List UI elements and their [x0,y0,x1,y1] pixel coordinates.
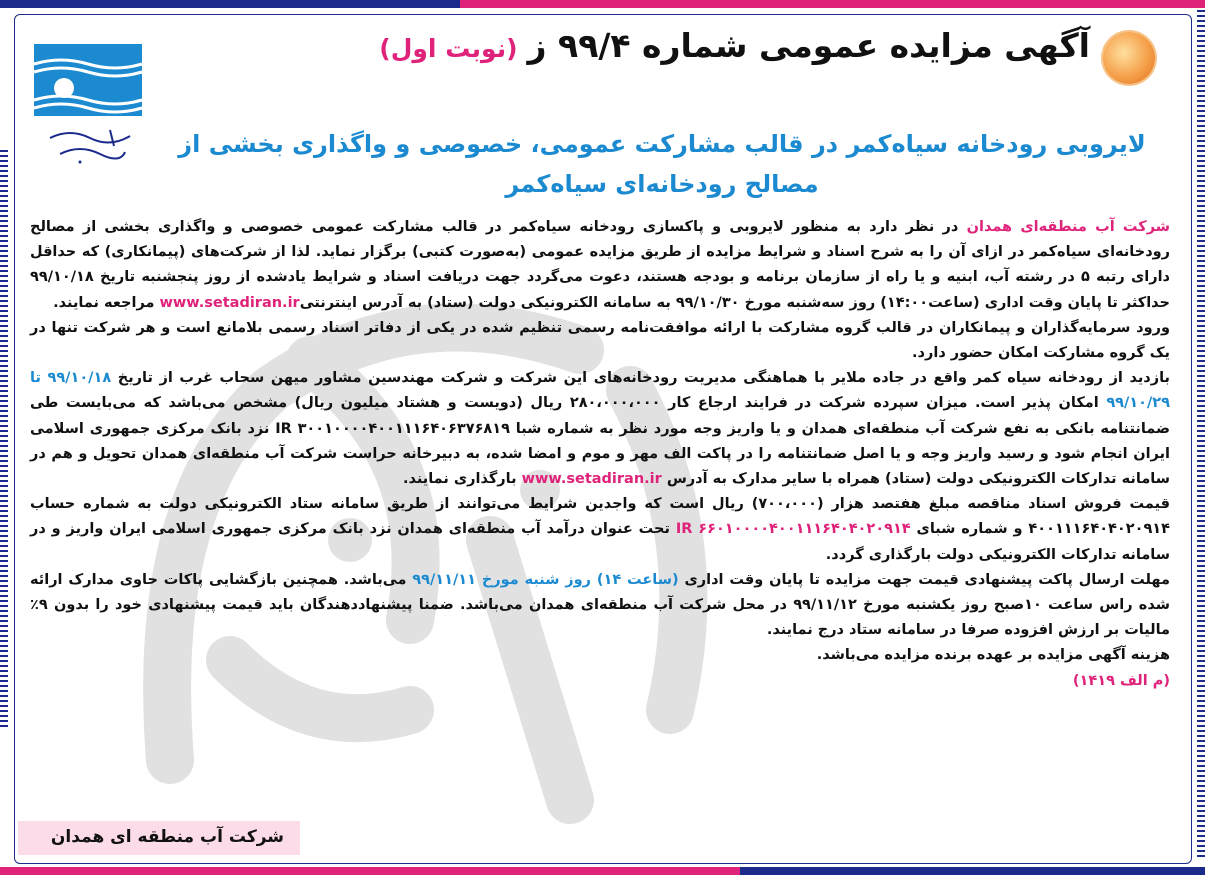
sheba-number: IR ۶۶۰۱۰۰۰۰۴۰۰۱۱۱۶۴۰۴۰۲۰۹۱۴ [675,521,911,538]
top-border-blue [0,0,460,8]
left-stripe-decoration [0,150,8,730]
footer-company-label: شرکت آب منطقه ای همدان [50,827,284,847]
paragraph-invitation [30,215,1170,316]
setad-url-link-2[interactable]: www.setadiran.ir [521,471,662,488]
visit-text: بازدید از رودخانه سیاه کمر واقع در جاده ملایر با هماهنگی مدیریت رودخانه‌های این شرکت و شرکت مهندسین مشاور میهن سحاب غرب از تاریخ [111,370,1170,387]
notice-headline [379,26,1090,65]
bottom-border-pink [0,867,740,875]
footer-signature-box [18,821,300,855]
notice-subtitle: لایروبی رودخانه سیاه‌کمر در قالب مشارکت عمومی، خصوصی و واگذاری بخشی از مصالح رودخانه‌ای سیاه‌کمر [178,130,1146,198]
headline-round: (نوبت اول) [379,34,518,63]
logo-script-signature [40,124,140,166]
right-stripe-decoration [1197,10,1205,860]
deposit-text: امکان پذیر است. میزان سپرده شرکت در فرایند ارجاع کار ۲۸۰،۰۰۰،۰۰۰ ریال (دویست و هشتاد میلیون ریال) مشخص می‌باشد که می‌بایست طی ضمانتنامه بانکی به نفع شرکت آب منطقه‌ای همدان و یا واریز وجه مورد نظر به شماره شبا IR ۳۰۰۱۰۰۰۰۴۰۰۱۱۱۶۴۰۶۳۷۶۸۱۹ نزد بانک مرکزی جمهوری اسلامی ایران انجام شود و رسید واریز وجه و یا اصل ضمانتنامه را در پاکت الف مهر و موم و امضا شده، به دبیرخانه حراست شرکت آب منطقه‌ای همدان تحویل و هم در سامانه تدارکات الکترونیکی دولت (ستاد) همراه با سایر مدارک به آدرس [30,395,1171,488]
deadline-date: (ساعت ۱۴) روز شنبه مورخ ۹۹/۱۱/۱۱ [412,571,679,588]
price-text: قیمت فروش اسناد مناقصه مبلغ هفتصد هزار (۷۰۰،۰۰۰) ریال است که واجدین شرایط می‌توانند از طریق سامانه ستاد الکترونیکی دولت به شماره حساب ۴۰۰۱۱۱۶۴۰۴۰۲۰۹۱۴ و شماره شبای [30,496,1171,538]
notice-code: (م الف ۱۴۱۹) [1072,672,1170,689]
paragraph-cost: هزینه آگهی مزایده بر عهده برنده مزایده می‌باشد. [816,647,1170,664]
paragraph-visit-deposit [30,366,1170,492]
price-end: تحت عنوان درآمد آب منطقه‌ای همدان نزد بانک مرکزی جمهوری اسلامی ایران واریز و در سامانه تدارکات الکترونیکی دولت بارگذاری گردد. [30,521,1170,563]
headline-title: آگهی مزایده عمومی شماره ۹۹/۴ ز [527,26,1090,65]
notice-body [30,215,1170,694]
company-name: شرکت آب منطقه‌ای همدان [966,219,1170,235]
visit-dates: ۹۹/۱۰/۱۸ تا ۹۹/۱۰/۲۹ [30,370,1171,412]
paragraph-document-price [30,492,1170,568]
deposit-end: بارگذاری نمایند. [402,471,522,488]
bottom-border-blue [740,867,1205,875]
setad-url-link[interactable]: www.setadiran.ir [159,294,300,311]
invitation-end: مراجعه نمایند. [53,294,160,311]
paragraph-partnership: ورود سرمایه‌گذاران و پیمانکاران در قالب گروه مشارکت با ارائه موافقت‌نامه رسمی تنظیم شده در یکی از دفاتر اسناد رسمی بلامانع است و هر شرکت تنها در یک گروه مشارکت امکان حضور دارد. [30,319,1170,362]
top-border-pink [460,0,1205,8]
deadline-text: مهلت ارسال پاکت پیشنهادی قیمت جهت مزایده تا پایان وقت اداری [678,571,1170,588]
deadline-end: می‌باشد. همچنین بازگشایی پاکات حاوی مدارک ارائه شده راس ساعت ۱۰صبح روز یکشنبه مورخ ۹۹/۱۱/۱۲ در محل شرکت آب منطقه‌ای همدان می‌باشد. ضمنا پیشنهاددهندگان باید قیمت پیشنهادی خود را بدون ۹٪ مالیات بر ارزش افزوده صرفا در سامانه ستاد درج نمایند. [30,571,1171,639]
paragraph-deadline [30,568,1170,644]
title-bullet-icon [1103,32,1155,84]
invitation-text: در نظر دارد به منظور لایروبی و پاکسازی رودخانه سیاه‌کمر در قالب مشارکت عمومی خصوصی و واگذاری بخشی از مصالح رودخانه‌ای سیاه‌کمر در ازای آن را به شرح اسناد و شرایط مزایده از طریق مزایده عمومی (به‌صورت کتبی) برگزار نماید. لذا از شرکت‌های (پیمانکاری) که حداقل دارای رتبه ۵ در رشته آب، ابنیه و یا راه از سازمان برنامه و بودجه هستند، دعوت می‌گردد جهت دریافت اسناد و شرایط یادشده از روز پنجشنبه تاریخ ۹۹/۱۰/۱۸ حداکثر تا پایان وقت اداری (ساعت۱۴:۰۰) روز سه‌شنبه مورخ ۹۹/۱۰/۳۰ به سامانه الکترونیکی دولت (ستاد) به آدرس اینترنتی [30,219,1170,311]
hamedan-water-logo-icon [34,44,142,116]
